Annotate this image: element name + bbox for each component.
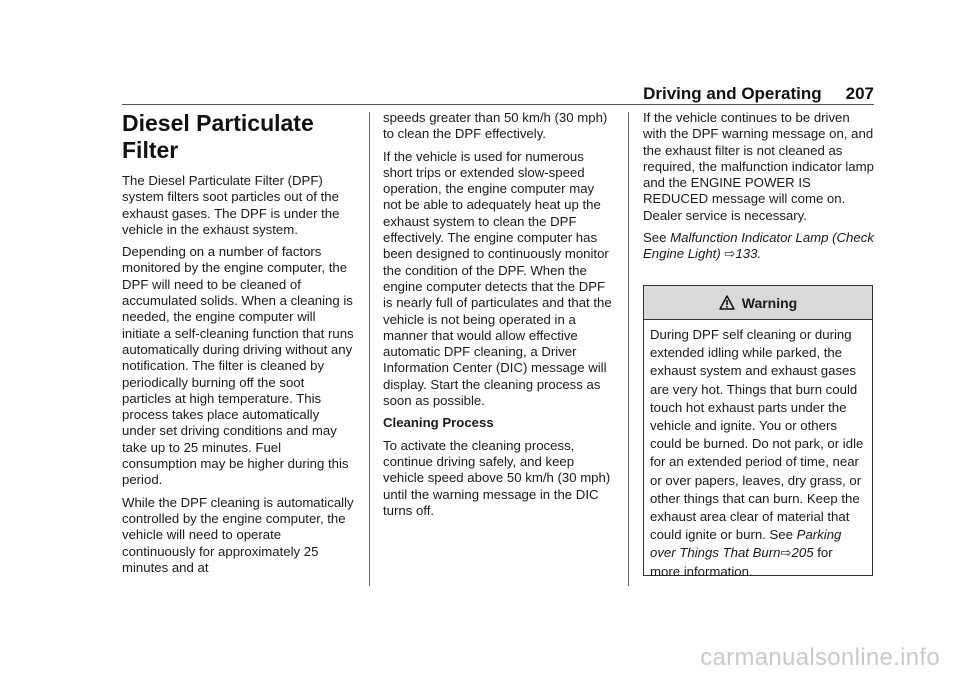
page-arrow-icon: ⇨ (724, 246, 736, 262)
see-reference (643, 230, 875, 263)
warning-text: During DPF self cleaning or during extended idling while parked, the exhaust system and exhaust gases are very hot. Things that burn could touch hot exhaust parts under the vehicle and ignite. You or others could be burned. Do not park, or idle for an extended period of time, near or over papers, leaves, dry grass, or other things that can burn. Keep the exhaust area clear of material that could ignite or burn. (650, 327, 864, 543)
reference-suffix: for more information. (650, 545, 833, 579)
reference-page[interactable]: 205 (791, 545, 814, 561)
paragraph: If the vehicle is used for numerous short trips or extended slow-speed operation, the engine computer may not be able to adequately heat up the exhaust system to clean the DPF effectively. The engine computer has been designed to continuously monitor the condition of the DPF. When the engine computer detects that the DPF is nearly full of particulates and that the vehicle is not being operated in a manner that would allow effective automatic DPF cleaning, a Driver Information Center (DIC) message will display. Start the cleaning process as soon as possible. (383, 148, 612, 409)
column-divider (628, 112, 629, 586)
page-number: 207 (845, 84, 874, 103)
warning-box (643, 285, 873, 579)
section-title-line-2: Filter (122, 137, 179, 163)
column-3 (643, 110, 875, 269)
warning-header (644, 286, 872, 320)
page-header (643, 84, 874, 104)
header-rule (122, 104, 874, 105)
reference-link[interactable]: Malfunction Indicator Lamp (Check Engine Light) (643, 230, 874, 262)
column-2 (383, 110, 615, 525)
page-arrow-icon: ⇨ (780, 545, 792, 561)
warning-body (644, 320, 872, 581)
reference-suffix: . (757, 246, 762, 262)
paragraph: speeds greater than 50 km/h (30 mph) to clean the DPF effectively. (383, 110, 608, 142)
reference-page[interactable]: 133 (735, 246, 758, 262)
see-prefix: See (769, 527, 793, 543)
watermark: carmanualsonline.info (700, 644, 940, 671)
paragraph: Depending on a number of factors monitored by the engine computer, the DPF will need to be cleaned of accumulated solids. When a cleaning is needed, the engine computer will initiate a self-cleaning function that runs automatically during driving without any notification. The filter is cleaned by periodically burning off the soot particles at high temperature. This process takes place automatically under set driving conditions and may take up to 25 minutes. Fuel consumption may be higher during this period. (122, 244, 354, 488)
section-name: Driving and Operating (643, 84, 822, 103)
section-title (122, 110, 354, 164)
section-title-line-1: Diesel Particulate (122, 110, 314, 136)
column-divider (369, 112, 370, 586)
warning-triangle-icon (719, 295, 735, 310)
paragraph: While the DPF cleaning is automatically controlled by the engine computer, the vehicle will need to operate continuously for approximately 25 minutes and at (122, 494, 354, 575)
paragraph: If the vehicle continues to be driven with the DPF warning message on, and the exhaust filter is not cleaned as required, the malfunction indicator lamp and the ENGINE POWER IS REDUCED message will come on. Dealer service is necessary. (643, 110, 874, 223)
subheading: Cleaning Process (383, 415, 494, 431)
warning-title: Warning (741, 294, 798, 311)
see-prefix: See (643, 230, 667, 246)
reference-link[interactable]: Parking over Things That Burn (650, 527, 842, 561)
paragraph: To activate the cleaning process, continue driving safely, and keep vehicle speed above 50 km/h (30 mph) until the warning message in the DIC turns off. (383, 437, 611, 518)
column-1 (122, 110, 354, 582)
paragraph: The Diesel Particulate Filter (DPF) system filters soot particles out of the exhaust gases. The DPF is under the vehicle in the exhaust system. (122, 173, 340, 237)
